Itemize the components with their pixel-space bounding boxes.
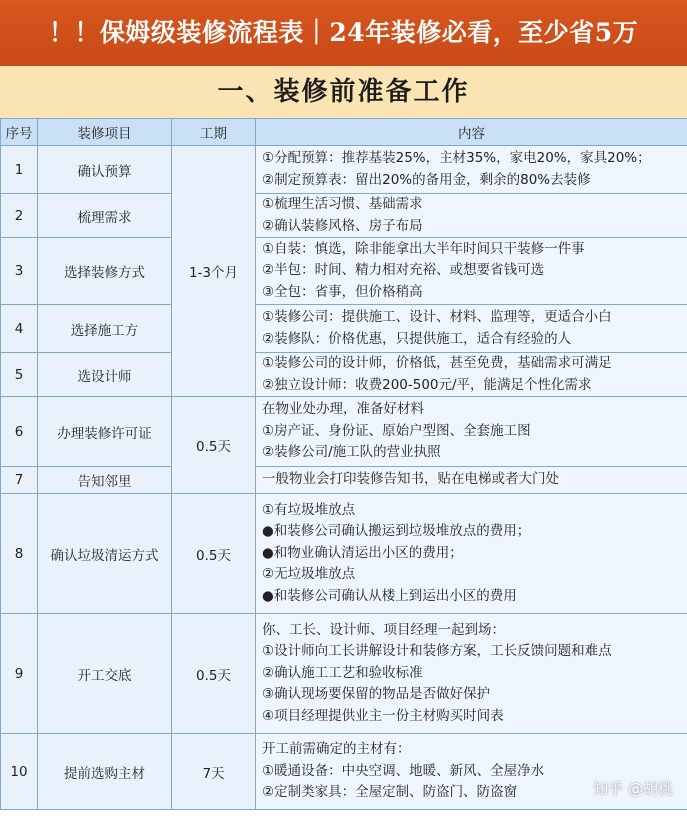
row-period: 0.5天	[172, 494, 256, 614]
row-number: 6	[1, 397, 38, 467]
row-period: 1-3个月	[172, 146, 256, 397]
table-header-row	[1, 119, 687, 146]
content-line: ①分配预算：推荐基装25%，主材35%，家电20%，家具20%；	[262, 150, 651, 166]
content-line: ②装修公司/施工队的营业执照	[262, 444, 441, 461]
header-content: 内容	[256, 119, 687, 146]
row-item: 选设计师	[38, 353, 172, 397]
header-item: 装修项目	[38, 119, 172, 146]
row-content	[256, 194, 687, 238]
content-line: 一般物业会打印装修告知书，贴在电梯或者大门处	[262, 471, 559, 488]
section-title: 一、装修前准备工作	[0, 66, 687, 118]
content-line: ④项目经理提供业主一份主材购买时间表	[262, 707, 504, 724]
process-table	[0, 118, 687, 810]
table-row	[1, 194, 687, 238]
row-number: 5	[1, 353, 38, 397]
row-item: 确认垃圾清运方式	[38, 494, 172, 614]
row-number: 1	[1, 146, 38, 194]
row-number: 3	[1, 238, 38, 305]
table-row	[1, 494, 687, 614]
table-row	[1, 734, 687, 810]
table-row	[1, 467, 687, 494]
content-line: ①设计师向工长讲解设计和装修方案，工长反馈问题和难点	[262, 643, 612, 660]
content-line: ②确认装修风格、房子布局	[262, 217, 423, 234]
header-period: 工期	[172, 119, 256, 146]
content-line: ①梳理生活习惯、基础需求	[262, 196, 423, 212]
content-line: ①有垃圾堆放点	[262, 501, 356, 518]
content-line: ③确认现场要保留的物品是否做好保护	[262, 686, 491, 703]
row-item: 办理装修许可证	[38, 397, 172, 467]
table-row	[1, 146, 687, 194]
row-content	[256, 494, 687, 614]
row-item: 选择装修方式	[38, 238, 172, 305]
content-line: ①装修公司：提供施工、设计、材料、监理等，更适合小白	[262, 309, 612, 325]
row-item: 开工交底	[38, 614, 172, 734]
row-number: 7	[1, 467, 38, 494]
content-line: ②独立设计师：收费200-500元/平，能满足个性化需求	[262, 376, 592, 393]
row-content	[256, 397, 687, 467]
row-period: 7天	[172, 734, 256, 810]
content-line: ③全包：省事，但价格稍高	[262, 283, 423, 300]
content-line: ①暖通设备：中央空调、地暖、新风、全屋净水	[262, 762, 545, 779]
row-content	[256, 238, 687, 305]
content-line: ②确认施工工艺和验收标准	[262, 664, 423, 681]
row-item: 提前选购主材	[38, 734, 172, 810]
row-item: 选择施工方	[38, 305, 172, 353]
row-number: 8	[1, 494, 38, 614]
content-line: ●和物业确认清运出小区的费用；	[262, 544, 463, 561]
row-content	[256, 146, 687, 194]
content-line: ①房产证、身份证、原始户型图、全套施工图	[262, 422, 531, 439]
content-line: 在物业处办理，准备好材料	[262, 401, 424, 418]
watermark: 知乎 @胡桃	[593, 780, 673, 798]
row-content	[256, 353, 687, 397]
table-row	[1, 353, 687, 397]
table-row	[1, 397, 687, 467]
table-row	[1, 614, 687, 734]
row-number: 2	[1, 194, 38, 238]
row-number: 9	[1, 614, 38, 734]
content-line: ②定制类家具：全屋定制、防盗门、防盗窗	[262, 784, 518, 801]
content-line: ●和装修公司确认搬运到垃圾堆放点的费用；	[262, 523, 531, 540]
content-line: 你、工长、设计师、项目经理一起到场：	[262, 621, 505, 638]
row-content	[256, 614, 687, 734]
header-no: 序号	[1, 119, 38, 146]
content-line: ①装修公司的设计师，价格低，甚至免费，基础需求可满足	[262, 355, 612, 371]
table-row	[1, 238, 687, 305]
content-line: ②无垃圾堆放点	[262, 566, 356, 583]
row-item: 确认预算	[38, 146, 172, 194]
row-period: 0.5天	[172, 614, 256, 734]
content-line: ②装修队：价格优惠，只提供施工，适合有经验的人	[262, 330, 572, 347]
table-row	[1, 305, 687, 353]
content-line: ●和装修公司确认从楼上到运出小区的费用	[262, 587, 517, 604]
row-number: 4	[1, 305, 38, 353]
row-item: 梳理需求	[38, 194, 172, 238]
content-line: ②制定预算表：留出20%的备用金，剩余的80%去装修	[262, 171, 591, 188]
page-banner-title: ！！保姆级装修流程表｜24年装修必看，至少省5万	[0, 0, 687, 66]
row-content	[256, 467, 687, 494]
row-content	[256, 305, 687, 353]
row-number: 10	[1, 734, 38, 810]
content-line: ①自装：慎选，除非能拿出大半年时间只干装修一件事	[262, 240, 585, 257]
row-period: 0.5天	[172, 397, 256, 494]
content-line: 开工前需确定的主材有：	[262, 741, 411, 758]
content-line: ②半包：时间、精力相对充裕、或想要省钱可选	[262, 262, 545, 279]
row-item: 告知邻里	[38, 467, 172, 494]
